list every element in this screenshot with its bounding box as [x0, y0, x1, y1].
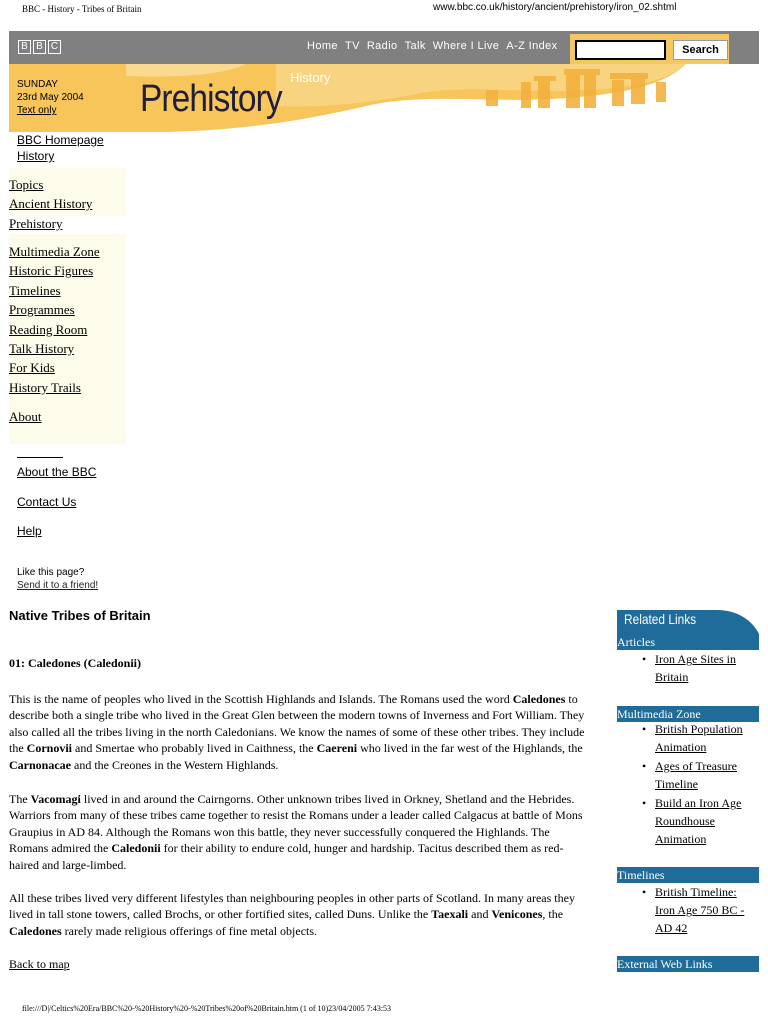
related-multimedia-list [617, 720, 759, 849]
paragraph-3: All these tribes lived very different lifestyles than neighbouring peoples in other parts of Scotland. In many areas they lived in tall stone towers, called Brochs, or other fortified sites, called Duns. Unlike the Taexali and Venicones, the Caledones rarely made religious offerings of fine metal objects. [9, 891, 575, 938]
related-multimedia-label: Multimedia Zone [617, 706, 759, 722]
nav-divider [17, 457, 63, 458]
nav-radio[interactable]: Radio [366, 40, 398, 52]
nav-tv[interactable]: TV [344, 40, 360, 52]
related-links-heading: Related Links [624, 611, 697, 627]
related-articles-label: Articles [617, 634, 759, 650]
sidebar-item-multimedia-zone[interactable]: Multimedia Zone [9, 244, 100, 259]
population-animation-link[interactable]: British Population Animation [655, 722, 743, 754]
nav-talk[interactable]: Talk [404, 40, 426, 52]
day-label: SUNDAY [17, 79, 58, 90]
sidebar-item-topics[interactable]: Topics [9, 177, 44, 192]
print-page-title: BBC - History - Tribes of Britain [22, 4, 142, 14]
sidebar-item-historic-figures[interactable]: Historic Figures [9, 263, 94, 279]
page-title: Native Tribes of Britain [9, 608, 151, 623]
search-button[interactable]: Search [673, 40, 728, 60]
sidebar-item-talk-history[interactable]: Talk History [9, 341, 75, 357]
sidebar-item-prehistory[interactable]: Prehistory [9, 215, 63, 231]
nav-a-z-index[interactable]: A-Z Index [506, 40, 558, 52]
sidebar-item-programmes[interactable]: Programmes [9, 302, 75, 318]
list-item [617, 794, 759, 848]
build-roundhouse-link[interactable]: Build an Iron Age Roundhouse Animation [655, 796, 742, 846]
banner-title: Prehistory [140, 78, 282, 120]
share-box [17, 566, 98, 592]
banner-date [17, 78, 84, 117]
bbc-logo[interactable] [18, 40, 61, 54]
nav-home[interactable]: Home [307, 40, 338, 52]
print-page-url: www.bbc.co.uk/history/ancient/prehistory/iron_02.shtml [433, 2, 677, 13]
bbc-logo-letter: B [18, 40, 31, 54]
related-timelines-label: Timelines [617, 867, 759, 883]
paragraph-2: The Vacomagi lived in and around the Cairngorns. Other unknown tribes lived in Orkney, Shetland and the Hebrides. Warriors from many of these tribes came together to resist the Romans under a leader called Calgacus at battle of Mons Graupius in AD 84. Although the Romans won this battle, they never successfully conquered the Highlands. The Romans admired the Caledonii for their ability to endure cold, hunger and hardship. Tacitus described them as red-haired and large-limbed. [9, 792, 583, 872]
nav-top-links [17, 132, 104, 164]
print-footer: file:///D|/Celtics%20Era/BBC%20-%20History%20-%20Tribes%20of%20Britain.htm (1 of 10)23/04/2005 7:43:53 [22, 1004, 392, 1013]
bbc-homepage-link[interactable]: BBC Homepage [17, 133, 104, 147]
like-this-page-label: Like this page? [17, 567, 85, 578]
external-web-links-label: External Web Links [617, 956, 759, 972]
list-item [617, 650, 759, 686]
iron-age-sites-link[interactable]: Iron Age Sites in Britain [655, 652, 736, 684]
sidebar-item-for-kids[interactable]: For Kids [9, 360, 55, 376]
sidebar-item-ancient-history[interactable]: Ancient History [9, 196, 93, 212]
sidebar-item-about[interactable]: About [9, 409, 42, 424]
banner-subtitle: History [290, 70, 331, 85]
contact-us-link[interactable]: Contact Us [17, 495, 77, 509]
bbc-logo-letter: C [48, 40, 61, 54]
list-item [617, 883, 759, 937]
paragraph-1: This is the name of peoples who lived in the Scottish Highlands and Islands. The Romans used the word Caledones to describe both a single tribe who lived in the Great Glen between the modern towns of Inverness and Fort William. They also called all the tribes living in the north Caledonians. We know the names of some of these other tribes. They include the Cornovii and Smertae who probably lived in Caithness, the Caereni who lived in the far west of the Highlands, the Carnonacae and the Creones in the Western Highlands. [9, 692, 585, 772]
help-link[interactable]: Help [17, 524, 42, 538]
sidebar-item-history-trails[interactable]: History Trails [9, 379, 81, 395]
ages-of-treasure-link[interactable]: Ages of Treasure Timeline [655, 759, 737, 791]
sidebar-item-timelines[interactable]: Timelines [9, 282, 61, 298]
related-timelines-list [617, 883, 759, 938]
date-label: 23rd May 2004 [17, 92, 84, 103]
section-heading: 01: Caledones (Caledonii) [9, 656, 141, 670]
about-the-bbc-link[interactable]: About the BBC [17, 465, 97, 479]
search-input[interactable] [575, 40, 666, 60]
nav-section-links [9, 175, 92, 233]
text-only-link[interactable]: Text only [17, 105, 57, 116]
history-link[interactable]: History [17, 149, 55, 163]
nav-where-i-live[interactable]: Where I Live [432, 40, 500, 52]
sidebar-item-reading-room[interactable]: Reading Room [9, 321, 88, 337]
send-to-friend-link[interactable]: Send it to a friend! [17, 580, 99, 591]
list-item [617, 757, 759, 793]
british-timeline-link[interactable]: British Timeline: Iron Age 750 BC - AD 42 [655, 885, 745, 935]
list-item [617, 720, 759, 756]
bbc-logo-letter: B [33, 40, 46, 54]
nav-main-links [9, 242, 100, 397]
bbc-global-nav [307, 40, 558, 52]
related-articles-list [617, 650, 759, 687]
back-to-map-link[interactable]: Back to map [9, 957, 70, 971]
